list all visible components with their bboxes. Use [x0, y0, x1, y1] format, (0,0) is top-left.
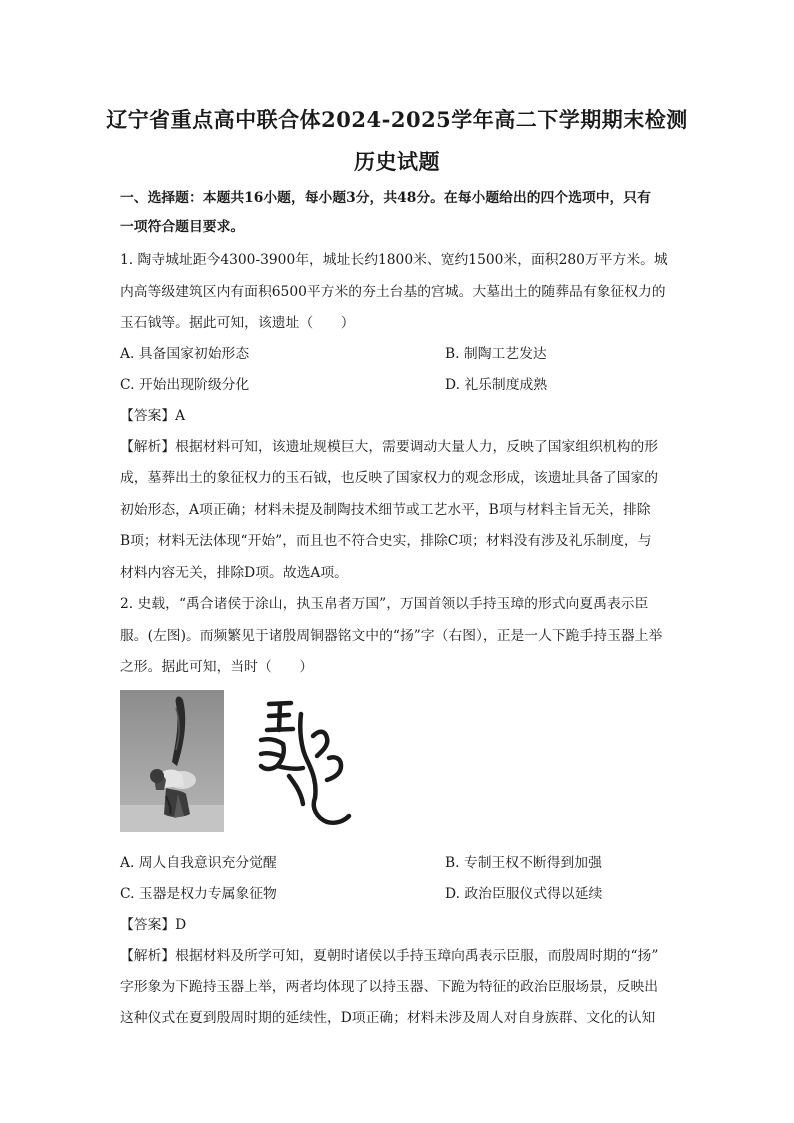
q2-analysis-line-2: 字形象为下跪持玉器上举，两者均体现了以持玉器、下跪为特征的政治臣服场景，反映出	[120, 979, 659, 995]
q1-option-a: A. 具备国家初始形态	[120, 346, 250, 362]
q1-analysis-line-3: 初始形态，A项正确；材料未提及制陶技术细节或工艺水平，B项与材料主旨无关，排除	[120, 502, 651, 518]
q2-option-d: D. 政治臣服仪式得以延续	[445, 886, 603, 902]
q1-analysis-line-4: B项；材料无法体现“开始”，而且也不符合史实，排除C项；材料没有涉及礼乐制度，与	[120, 533, 652, 549]
q2-option-b: B. 专制王权不断得到加强	[445, 855, 602, 871]
q2-option-c: C. 玉器是权力专属象征物	[120, 886, 277, 902]
q1-stem-line-3: 玉石钺等。据此可知，该遗址（ ）	[120, 315, 355, 331]
q2-option-a: A. 周人自我意识充分觉醒	[120, 855, 277, 871]
q2-stem-line-2: 服。(左图)。而频繁见于诸殷周铜器铭文中的“扬”字（右图），正是一人下跪手持玉器上举	[120, 628, 663, 644]
kneeling-figure-photo	[120, 690, 224, 832]
q2-stem-line-1: 2. 史载，“禹合诸侯于涂山，执玉帛者万国”，万国首领以手持玉璋的形式向夏禹表示臣	[120, 596, 649, 612]
document-subtitle: 历史试题	[354, 149, 440, 174]
q1-stem-line-1: 1. 陶寺城址距今4300-3900年，城址长约1800米、宽约1500米，面积280万平方米。城	[120, 252, 668, 268]
q2-analysis-line-1: 【解析】根据材料及所学可知，夏朝时诸侯以手持玉璋向禹表示臣服，而殷周时期的“扬”	[120, 948, 659, 964]
q1-answer: 【答案】A	[120, 408, 186, 424]
q2-analysis-line-3: 这种仪式在夏到殷周时期的延续性，D项正确；材料未涉及周人对自身族群、文化的认知	[120, 1010, 656, 1026]
q1-option-b: B. 制陶工艺发达	[445, 346, 547, 362]
yang-character-glyph	[255, 696, 355, 834]
q1-analysis-line-5: 材料内容无关，排除D项。故选A项。	[120, 565, 348, 581]
q1-option-d: D. 礼乐制度成熟	[445, 377, 548, 393]
q1-analysis-line-1: 【解析】根据材料可知，该遗址规模巨大，需要调动大量人力，反映了国家组织机构的形	[120, 439, 659, 455]
q2-stem-line-3: 之形。据此可知，当时（ ）	[120, 659, 314, 675]
document-title: 辽宁省重点高中联合体2024-2025学年高二下学期期末检测	[106, 107, 688, 132]
section-instructions-line-2: 一项符合题目要求。	[120, 219, 245, 235]
q1-option-c: C. 开始出现阶级分化	[120, 377, 250, 393]
q2-answer: 【答案】D	[120, 917, 187, 933]
q1-analysis-line-2: 成，墓葬出土的象征权力的玉石钺，也反映了国家权力的观念形成，该遗址具备了国家的	[120, 470, 659, 486]
section-instructions-line-1: 一、选择题：本题共16小题，每小题3分，共48分。在每小题给出的四个选项中，只有	[120, 190, 651, 206]
q1-stem-line-2: 内高等级建筑区内有面积6500平方米的夯土台基的宫城。大墓出土的随葬品有象征权力的	[120, 284, 666, 300]
